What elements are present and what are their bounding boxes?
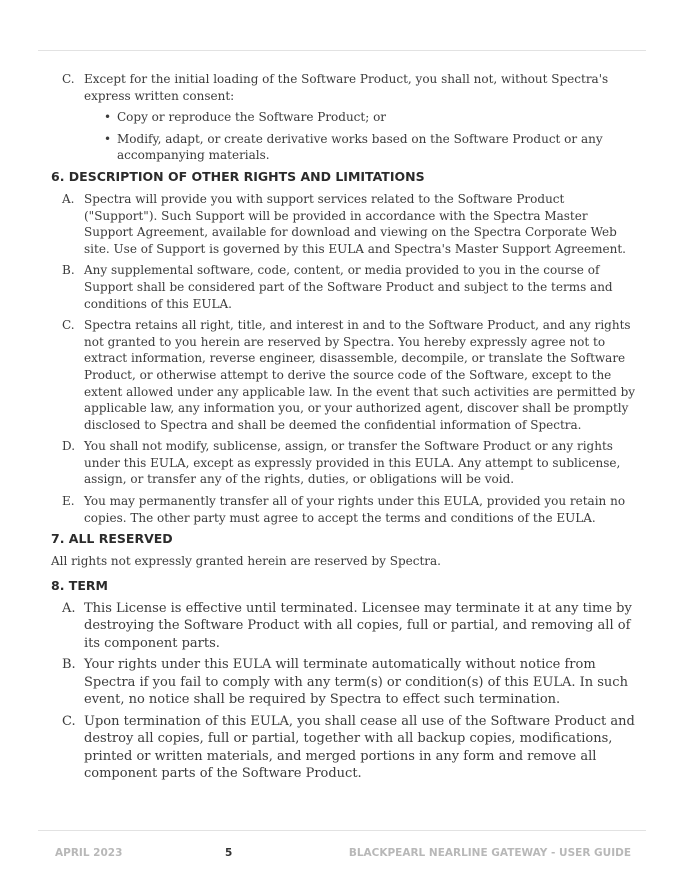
bullet-item	[84, 131, 639, 164]
document-body	[51, 71, 639, 787]
section-8-heading: 8. TERM	[51, 577, 108, 593]
item-marker: A.	[62, 600, 76, 616]
item-text: Any supplemental software, code, content, or media provided to you in the course of Support shall be considered part of the Software Product and subject to the terms and conditions of this EULA.	[84, 263, 613, 311]
item-marker: B.	[62, 657, 76, 673]
item-text: This License is effective until terminated. Licensee may terminate it at any time by destroying the Software Product with all copies, full or partial, and removing all of its component parts.	[84, 600, 632, 651]
bullet-icon: •	[104, 110, 112, 125]
section-6-list	[51, 191, 639, 526]
footer-date: APRIL 2023	[55, 847, 123, 859]
list-item	[51, 493, 639, 526]
bullet-list	[84, 109, 639, 164]
header-rule	[38, 50, 646, 51]
item-marker: A.	[62, 191, 75, 206]
item-marker: B.	[62, 263, 75, 278]
section-6-heading: 6. DESCRIPTION OF OTHER RIGHTS AND LIMITATIONS	[51, 168, 425, 184]
list-item	[51, 438, 639, 488]
bullet-item	[84, 109, 639, 126]
item-text: Upon termination of this EULA, you shall cease all use of the Software Product and destroy all copies, full or partial, together with all backup copies, modifications, printed or written materials, and merged portions in any form and remove all component parts of the Software Product.	[84, 713, 635, 782]
list-item	[51, 317, 639, 433]
list-item	[51, 656, 639, 709]
section-7-heading: 7. ALL RESERVED	[51, 531, 173, 547]
list-item	[51, 191, 639, 257]
intro-list	[51, 71, 639, 164]
bullet-icon: •	[104, 131, 112, 146]
item-marker: E.	[62, 494, 75, 509]
footer-rule	[38, 830, 646, 831]
section-8-list	[51, 600, 639, 783]
bullet-text: Copy or reproduce the Software Product; or	[117, 110, 387, 125]
item-marker: D.	[62, 439, 76, 454]
page-footer	[55, 847, 631, 861]
section-7-text: All rights not expressly granted herein are reserved by Spectra.	[51, 554, 441, 569]
bullet-text: Modify, adapt, or create derivative works based on the Software Product or any accompanying materials.	[117, 131, 603, 163]
list-item	[51, 262, 639, 312]
item-marker: C.	[62, 318, 75, 333]
item-text: You shall not modify, sublicense, assign, or transfer the Software Product or any rights under this EULA, except as expressly provided in this EULA. Any attempt to sublicense, assign, or transfer any of the rights, duties, or obligations will be void.	[84, 439, 621, 487]
item-marker: C.	[62, 72, 75, 86]
list-item	[51, 713, 639, 783]
item-marker: C.	[62, 713, 76, 729]
list-item	[51, 71, 639, 164]
footer-guide-title: BLACKPEARL NEARLINE GATEWAY - USER GUIDE	[348, 847, 631, 859]
item-text: Your rights under this EULA will terminate automatically without notice from Spectra if you fail to comply with any term(s) or condition(s) of this EULA. In such event, no notice shall be required by Spectra to effect such termination.	[84, 657, 628, 708]
list-item	[51, 600, 639, 653]
item-text: Spectra retains all right, title, and interest in and to the Software Product, and any rights not granted to you herein are reserved by Spectra. You hereby expressly agree not to extract information, reverse engineer, disassemble, decompile, or translate the Software Product, or otherwise attempt to derive the source code of the Software, except to the extent allowed under any applicable law. In the event that such activities are permitted by applicable law, any information you, or your authorized agent, discover shall be promptly disclosed to Spectra and shall be deemed the confidential information of Spectra.	[84, 318, 636, 432]
item-text: You may permanently transfer all of your rights under this EULA, provided you retain no copies. The other party must agree to accept the terms and conditions of the EULA.	[84, 494, 626, 525]
item-text: Spectra will provide you with support services related to the Software Product ("Support"). Such Support will be provided in accordance with the Spectra Master Support Agreement, available for download and viewing on the Spectra Corporate Web site. Use of Support is governed by this EULA and Spectra's Master Support Agreement.	[84, 191, 626, 256]
page-number: 5	[225, 847, 233, 859]
item-text: Except for the initial loading of the Software Product, you shall not, without Spectra's express written consent:	[84, 72, 609, 103]
